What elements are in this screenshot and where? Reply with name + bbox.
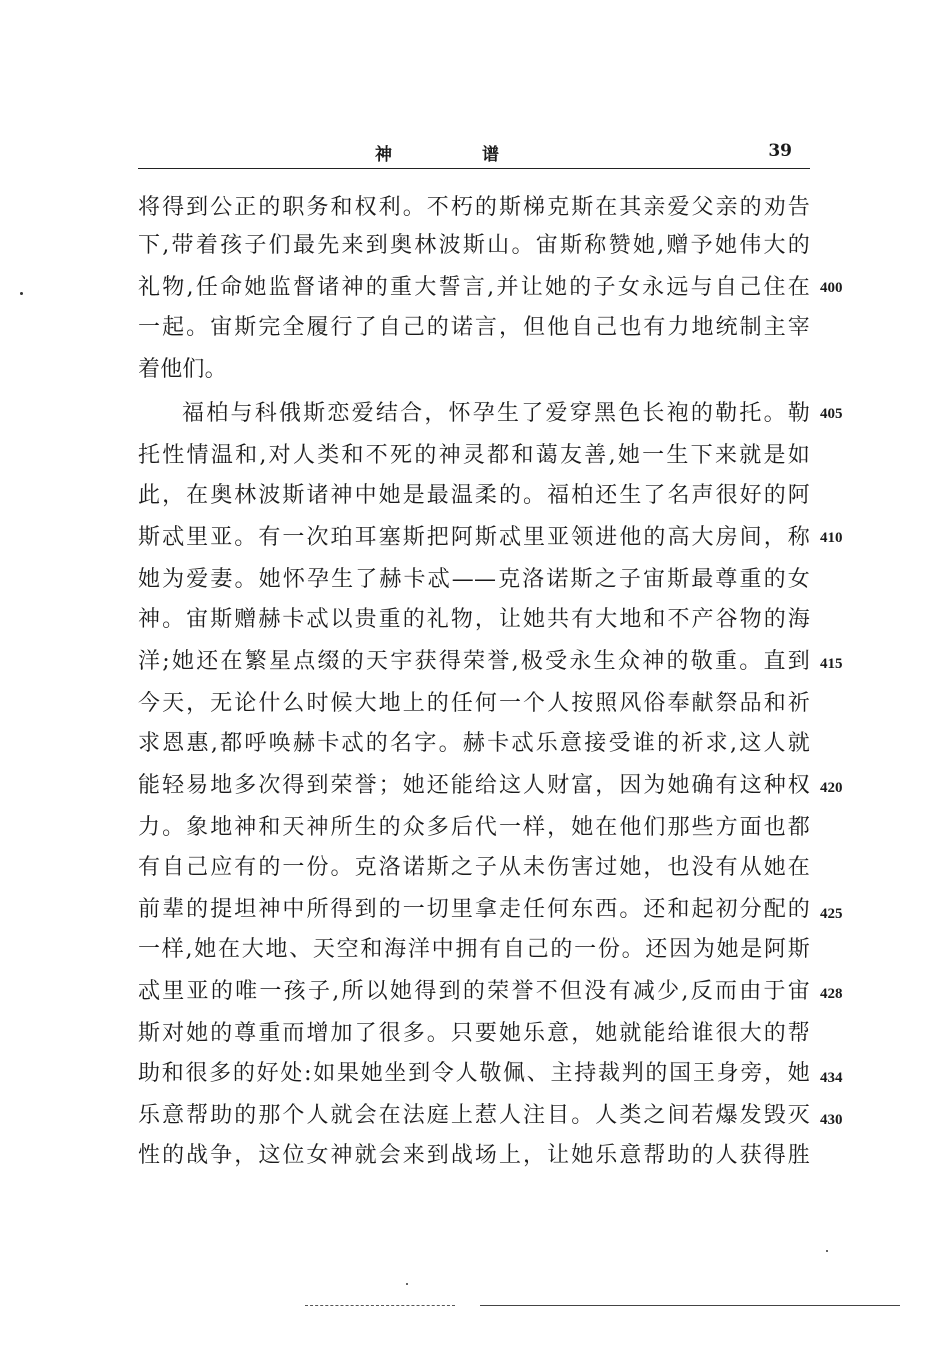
scan-speck <box>826 1250 828 1252</box>
text-line: 洋;她还在繁星点缀的天宇获得荣誉,极受永生众神的敬重。直到 <box>138 649 810 674</box>
text-line: 前辈的提坦神中所得到的一切里拿走任何东西。还和起初分配的 <box>138 897 810 922</box>
text-line: 下,带着孩子们最先来到奥林波斯山。宙斯称赞她,赠予她伟大的 <box>138 233 810 258</box>
scan-artifact-line <box>480 1305 900 1306</box>
paragraph-first-line: 福柏与科俄斯恋爱结合，怀孕生了爱穿黑色长袍的勒托。勒 <box>182 401 810 426</box>
text-line: 一样,她在大地、天空和海洋中拥有自己的一份。还因为她是阿斯 <box>138 937 810 962</box>
line-number: 415 <box>820 656 843 672</box>
scan-speck <box>406 1283 408 1285</box>
text-line: 着他们。 <box>138 357 227 382</box>
text-line: 能轻易地多次得到荣誉；她还能给这人财富，因为她确有这种权 <box>138 773 810 798</box>
text-line: 求恩惠,都呼唤赫卡忒的名字。赫卡忒乐意接受谁的祈求,这人就 <box>138 731 810 756</box>
line-number: 434 <box>820 1070 843 1086</box>
text-line: 性的战争，这位女神就会来到战场上，让她乐意帮助的人获得胜 <box>138 1143 810 1168</box>
text-line: 今天，无论什么时候大地上的任何一个人按照风俗奉献祭品和祈 <box>138 691 810 716</box>
line-number: 400 <box>820 280 843 296</box>
text-line: 神。宙斯赠赫卡忒以贵重的礼物，让她共有大地和不产谷物的海 <box>138 607 810 632</box>
text-line: 一起。宙斯完全履行了自己的诺言，但他自己也有力地统制主宰 <box>138 315 810 340</box>
header-rule <box>138 168 810 169</box>
text-line: 力。象地神和天神所生的众多后代一样，她在他们那些方面也都 <box>138 815 810 840</box>
line-number: 405 <box>820 406 843 422</box>
line-number: 430 <box>820 1112 843 1128</box>
text-line: 忒里亚的唯一孩子,所以她得到的荣誉不但没有减少,反而由于宙 <box>138 979 810 1004</box>
text-line: 托性情温和,对人类和不死的神灵都和蔼友善,她一生下来就是如 <box>138 443 810 468</box>
text-line: 将得到公正的职务和权利。不朽的斯梯克斯在其亲爱父亲的劝告 <box>138 195 810 220</box>
text-line: 斯忒里亚。有一次珀耳塞斯把阿斯忒里亚领进他的高大房间，称 <box>138 525 810 550</box>
text-line: 此，在奥林波斯诸神中她是最温柔的。福柏还生了名声很好的阿 <box>138 483 810 508</box>
text-line: 助和很多的好处:如果她坐到令人敬佩、主持裁判的国王身旁，她 <box>138 1061 810 1086</box>
text-line: 斯对她的尊重而增加了很多。只要她乐意，她就能给谁很大的帮 <box>138 1021 810 1046</box>
text-line: 乐意帮助的那个人就会在法庭上惹人注目。人类之间若爆发毁灭 <box>138 1103 810 1128</box>
scan-artifact-line <box>305 1305 455 1306</box>
line-number: 410 <box>820 530 843 546</box>
line-number: 425 <box>820 906 843 922</box>
line-number: 428 <box>820 986 843 1002</box>
text-line: 礼物,任命她监督诸神的重大誓言,并让她的子女永远与自己住在 <box>138 275 810 300</box>
running-header <box>138 138 810 164</box>
text-line: 她为爱妻。她怀孕生了赫卡忒——克洛诺斯之子宙斯最尊重的女 <box>138 567 810 592</box>
page-number: 39 <box>768 141 792 161</box>
scan-speck <box>20 292 23 295</box>
text-line: 有自己应有的一份。克洛诺斯之子从未伤害过她，也没有从她在 <box>138 855 810 880</box>
running-title: 神 谱 <box>375 145 541 165</box>
line-number: 420 <box>820 780 843 796</box>
